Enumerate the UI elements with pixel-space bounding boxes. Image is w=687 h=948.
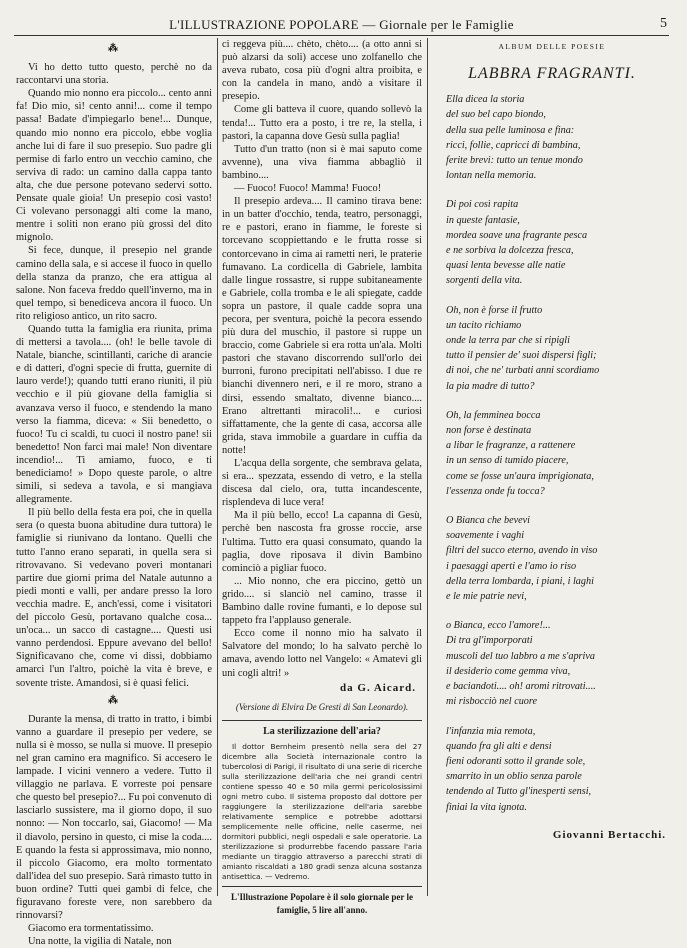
- poem-line: Ella dicea la storia: [446, 94, 525, 106]
- poem-line: un tacito richiamo: [446, 319, 522, 331]
- paragraph: Il dottor Bernheim presentò nella sera del 27 dicembre alla Società internazionale contro la tubercolosi di Parigi, il risultato di una serie di ricerche sulla sterilizzazione dell'aria che nei grandi centri contiene spesso 40 e 50 mila germi pericolosissimi ogni metro cubo. Il sistema proposto dal dottore per raggiungere la sterilizzazione dell'aria sarebbe relativamente semplice e potrebbe adottarsi semplicemente nelle officine, nelle caserme, nei dormitori pubblici, negli ospedali e sale operatorie. La sterilizzazione si produrrebbe facendo passare l'aria mediante un tiraggio attraverso a parecchi strati di amianto riscaldati a 180 gradi senza alcuna sostanza antisettica. — Vedremo.: [222, 741, 422, 881]
- poem-line: quando fra gli alti e densi: [446, 740, 552, 752]
- section-separator: ⁂: [108, 694, 120, 706]
- poem-line: smarrito in un oblio senza parole: [446, 771, 582, 783]
- poem-author: Giovanni Bertacchi.: [552, 828, 666, 841]
- paragraph: Ecco come il nonno mio ha salvato il Salvatore del mondo; lo ha salvato perchè lo amava, avendo lotto nel Vangelo: « Amatevi gli uni cogli altri! »: [222, 628, 422, 679]
- section-label: ALBUM DELLE POESIE: [498, 42, 606, 51]
- poem-line: mordea soave una fragrante pesca: [446, 229, 588, 241]
- poem-line: Oh, non è forse il frutto: [446, 304, 543, 316]
- poem-line: non forse è destinata: [446, 425, 532, 437]
- divider: [222, 720, 422, 721]
- poem-line: e le mie patrie nevi,: [446, 591, 527, 603]
- page-header: [14, 5, 669, 36]
- article-body: [222, 742, 422, 882]
- poem-line: ricci, follie, capricci di bambina,: [446, 139, 581, 151]
- poem-stanza: [446, 92, 672, 183]
- page-number: 5: [660, 16, 667, 31]
- poem-line: in queste fantasie,: [446, 214, 520, 226]
- paragraph: ... Mio nonno, che era piccino, gettò un grido.... si slanciò nel camino, trasse il Bambino dalle rovine fumanti, e lo depose sul tappeto fra l'applauso generale.: [222, 575, 422, 627]
- poem-stanza: [446, 513, 672, 604]
- poem-line: della sua pelle luminosa e fina:: [446, 124, 575, 136]
- poem-stanza: [446, 408, 672, 499]
- paragraph: L'acqua della sorgente, che sembrava gelata, si era... spezzata, essendo di vetro, e la stella discesa dal cielo, ora, tutta incandescente, risplendeva di luce vera!: [222, 458, 422, 509]
- poem-stanza: [446, 197, 672, 288]
- column-right: [432, 38, 672, 896]
- paragraph: — Fuoco! Fuoco! Mamma! Fuoco!: [234, 183, 382, 195]
- paragraph: ci reggeva più.... chèto, chèto.... (a otto anni si può alzarsi da soli) accese uno zolfanello che aveva rubato, cosa più d'ogni altra proibita, e con la candela in mano, andò a visitare il presepio.: [222, 39, 422, 103]
- paragraph: Come gli batteva il cuore, quando sollevò la tenda!... Tutto era a posto, i tre re, la stella, i pastori, la capanna dove Gesù sulla paglia!: [222, 104, 422, 142]
- column-middle: [222, 38, 422, 915]
- poem-line: l'infanzia mia remota,: [446, 725, 536, 737]
- article-title: La sterilizzazione dell'aria?: [263, 725, 381, 737]
- poem-line: mi risbocciò nel cuore: [446, 696, 538, 708]
- story-signature: da G. Aicard.: [340, 681, 416, 694]
- poem-line: O Bianca che bevevi: [446, 515, 531, 527]
- poem-line: soavemente i vaghi: [446, 530, 525, 542]
- paragraph: Il più bello della festa era poi, che in quella sera (o questa buona abitudine dura tuttora) le famiglie si riunivano da lontano. Quelli che tutto l'anno erano separati, in quella sera si ritrovavano. Si vedevano poveri montanari partire due giorni prima del Natale autunno a piedi monti e valli, per andare presso la loro vecchia madre. E, anch'essi, come i visitatori del piccolo Gesù, portavano qualche cosa... un'oca... un sacco di castagne.... Questi usi vanno perdendosi. Eppure avevano del bello! Significavano che, come vi dissi, dobbiamo amarci l'un l'altro, poichè la vita è breve, e sovente triste. Amandosi, si è quasi felici.: [16, 507, 212, 689]
- poem-line: come se fosse un'aura imprigionata,: [446, 470, 594, 482]
- poem-line: del suo bel capo biondo,: [446, 109, 546, 121]
- poem-line: di noi, che ne' turbati anni scordiamo: [446, 365, 600, 377]
- column-left: [16, 38, 212, 948]
- paragraph: Ma il più bello, ecco! La capanna di Gesù, perchè ben nascosta fra grosse roccie, arse l'ultima. Tutto era quasi consumato, quando la paglia, dove riposava il divin Bambino cominciò a pigliar fuoco.: [222, 510, 422, 574]
- poem-line: filtri del succo eterno, avendo in viso: [446, 545, 598, 557]
- poem-line: fieni odoranti sotto il grande sole,: [446, 755, 586, 767]
- poem-stanza: [446, 724, 672, 815]
- poem-line: il desiderio come gemma viva,: [446, 665, 571, 677]
- paragraph: Giacomo era tormentatissimo.: [28, 923, 154, 935]
- poem-line: i paesaggi aperti e l'amo io riso: [446, 560, 577, 572]
- poem-line: a libar le fragranze, a rattenere: [446, 440, 576, 452]
- poem-line: della terra lombarda, i piani, i laghi: [446, 575, 594, 587]
- poem-line: quasi lenta bevesse alle natie: [446, 260, 566, 272]
- poem-line: tutto il pensier de' suoi dispersi figli;: [446, 350, 597, 362]
- paragraph: Quando mio nonno era piccolo... cento anni fa! Dio mio, sì! cento anni!... come il tempo passa! Badate d'impiegarlo bene!... Dunque, quando mio nonno era piccolo, ebbe voglia anche lui di fare il suo presepio. Suo padre gli permise di farlo entro un vecchio camino, che serviva di rado: un camino dalla cappa tanto alta, che due persone potevano sedervi sotto. Pensate quale gioia! Un presepio così vasto! Ci volevano personaggi alti come la mano, mentre i soliti non erano più grossi del dito mignolo.: [16, 88, 212, 244]
- paragraph: Il presepio ardeva.... Il camino tirava bene: in un batter d'occhio, tenda, teatro, personaggi, re e pastori, erano in fiamme, le foreste si torcevano scoppiettando e le frutta rosse si contorcevano in cima ai rametti neri, le praterie fumavano. La cordicella di Gabriele, lambita dalle lingue rossastre, si ruppe subitaneamente e Gabriele, colla tromba e le ali spiegate, cadde sopra un pastore, il quale cadde sopra una pecora, per sventura, poichè la pecora essendo più dura del muschio, il pastore si ruppe un braccio, come Gabriele si era rotta un'ala. Molti pastori che stavano discorrendo sull'orlo dei burroni, furono precipitati nell'abisso. I due re bianchi divennero neri, e il re moro, strano a dirsi, essendo smaltato, divenne bianco.... Erano altrettanti miracoli!... e curiosi siffattamente, che la gente di casa, accorsa alle grida, stava immobile a guardare in cuffia da notte!: [222, 196, 422, 456]
- paragraph: Si fece, dunque, il presepio nel grande camino della sala, e si accese il fuoco in quello della stanza da pranzo, che era attigua al salone. Non faceva freddo quell'inverno, ma in quel tempo, sì benediceva ancora il fuoco. Un rito religioso antico, un rito sacro.: [16, 245, 212, 322]
- poem-stanza: [446, 618, 672, 709]
- poem-line: muscoli del tuo labbro a me s'apriva: [446, 650, 595, 662]
- poem-line: ferite brevi: tutto un tenue mondo: [446, 155, 583, 166]
- poem-line: Di poi così rapita: [446, 199, 519, 211]
- poem-line: Di tra gl'imporporati: [446, 635, 533, 647]
- paragraph: Quando tutta la famiglia era riunita, prima di mettersi a tavola.... (oh! le belle tavole di Natale, bianche, scintillanti, cariche di arancie e di datteri, d'ogni specie di frutta, guernite di lauro verde!); quando tutti erano riuniti, il più vecchio e il più giovane della famiglia si avanzava verso il fuoco, e stendendo la mano verso la fiamma, diceva: « Sii benedetto, o fuoco! Tu ci scaldi, tu cuoci il nostro pane! sii benedetto! Non farci mai male! Non diventare incendio!... Ti amiamo, fuoco, e ti benediciamo! » Dopo queste parole, o altre simili, si sedeva a tavola, e si mangiava allegramente.: [16, 323, 212, 506]
- poem-line: e ne sorbiva la dolcezza fresca,: [446, 245, 574, 257]
- column-rule: [427, 38, 428, 896]
- paragraph: Una notte, la vigilia di Natale, non: [28, 936, 172, 948]
- poem-line: tendendo al Tutto gl'inesperti sensi,: [446, 786, 592, 798]
- paragraph: Durante la mensa, di tratto in tratto, i bimbi vanno a guardare il presepio per vedere, se nulla si è mosso, se nulla si muove. Il presepio nel gran camino era magnifico. Si accesero le lampade. I vicini vennero a vedere. Tutto il villaggio ne parlava. E vorreste poi pensare che questo bel presepio?... Fu poi convenuto di lasciarlo sussistere, ma il giorno dopo, il suo nonno: — Non toccarlo, sai, Giacomo! — Ma il diavolo, persino in questo, ci mise la coda.... E quando la festa si approssimava, mio nonno, il piccolo Giacomo, era molto tormentato dall'idea del suo presepio. Sarà rimasto tutto in buon ordine? Tutti quei gambi di felce, che figuravano foreste vere, non sarebbero da rinnovarsi?: [16, 713, 212, 922]
- poem-line: finiai la vita ignota.: [446, 801, 527, 813]
- paragraph: Vi ho detto tutto questo, perchè no da raccontarvi una storia.: [16, 62, 212, 87]
- column-rule: [217, 38, 218, 896]
- poem-line: la pia madre di tutto?: [446, 380, 535, 392]
- translation-note: (Versione di Elvira De Gresti di San Leonardo).: [235, 701, 409, 712]
- poem-line: in un senso di tumido piacere,: [446, 455, 569, 467]
- paragraph: Tutto d'un tratto (non si è mai saputo come avvenne), una viva fiamma abbagliò il bambino....: [222, 143, 422, 181]
- poem-line: Oh, la femminea bocca: [446, 409, 541, 421]
- section-separator: ⁂: [108, 43, 120, 54]
- poem-line: onde la terra par che si ripigli: [446, 335, 570, 347]
- poem-line: sorgenti della vita.: [446, 275, 523, 287]
- poem-line: l'essenza onde fu tocca?: [446, 485, 545, 497]
- journal-title: L'ILLUSTRAZIONE POPOLARE — Giornale per le Famiglie: [169, 17, 514, 32]
- poem-line: o Bianca, ecco l'amore!...: [446, 620, 551, 632]
- poem-line: lontan nella memoria.: [446, 170, 537, 182]
- poem-stanza: [446, 303, 672, 394]
- subscription-notice: L'Illustrazione Popolare è il solo giornale per le famiglie, 5 lire all'anno.: [222, 886, 422, 917]
- poem-title: LABBRA FRAGRANTI.: [468, 65, 636, 83]
- poem-line: e baciandoti.... oh! aromi ritrovati....: [446, 681, 596, 693]
